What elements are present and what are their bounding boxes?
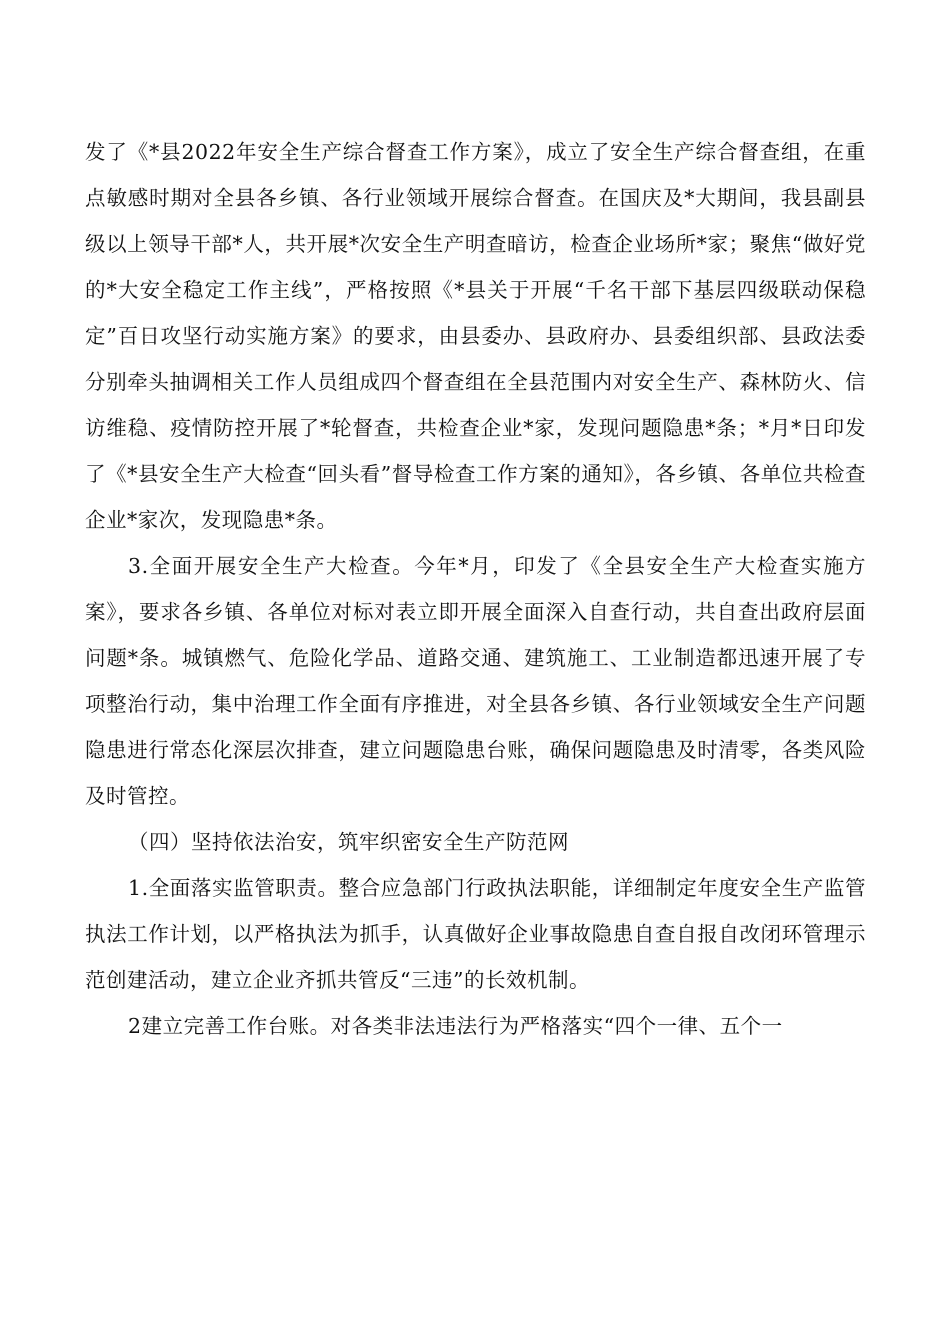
- document-body: [85, 129, 866, 1049]
- paragraph-item-1: 1.全面落实监管职责。整合应急部门行政执法职能，详细制定年度安全生产监管执法工作计划，以严格执法为抓手，认真做好企业事故隐患自查自报自改闭环管理示范创建活动，建立企业齐抓共管反“三违”的长效机制。: [85, 876, 866, 992]
- paragraph-item-2: 2建立完善工作台账。对各类非法违法行为严格落实“四个一律、五个一: [128, 1014, 783, 1038]
- paragraph-continuation: 发了《*县2022年安全生产综合督查工作方案》，成立了安全生产综合督查组，在重点敏感时期对全县各乡镇、各行业领域开展综合督查。在国庆及*大期间，我县副县级以上领导干部*人，共开展*次安全生产明查暗访，检查企业场所*家；聚焦“做好党的*大安全稳定工作主线”，严格按照《*县关于开展“千名干部下基层四级联动保稳定”百日攻坚行动实施方案》的要求，由县委办、县政府办、县委组织部、县政法委分别牵头抽调相关工作人员组成四个督查组在全县范围内对安全生产、森林防火、信访维稳、疫情防控开展了*轮督查，共检查企业*家，发现问题隐患*条；*月*日印发了《*县安全生产大检查“回头看”督导检查工作方案的通知》，各乡镇、各单位共检查企业*家次，发现隐患*条。: [85, 140, 866, 532]
- paragraph-item-3: 3.全面开展安全生产大检查。今年*月，印发了《全县安全生产大检查实施方案》，要求各乡镇、各单位对标对表立即开展全面深入自查行动，共自查出政府层面问题*条。城镇燃气、危险化学品、道路交通、建筑施工、工业制造都迅速开展了专项整治行动，集中治理工作全面有序推进，对全县各乡镇、各行业领域安全生产问题隐患进行常态化深层次排查，建立问题隐患台账，确保问题隐患及时清零，各类风险及时管控。: [85, 554, 866, 808]
- section-heading-4: （四）坚持依法治安，筑牢织密安全生产防范网: [128, 830, 570, 854]
